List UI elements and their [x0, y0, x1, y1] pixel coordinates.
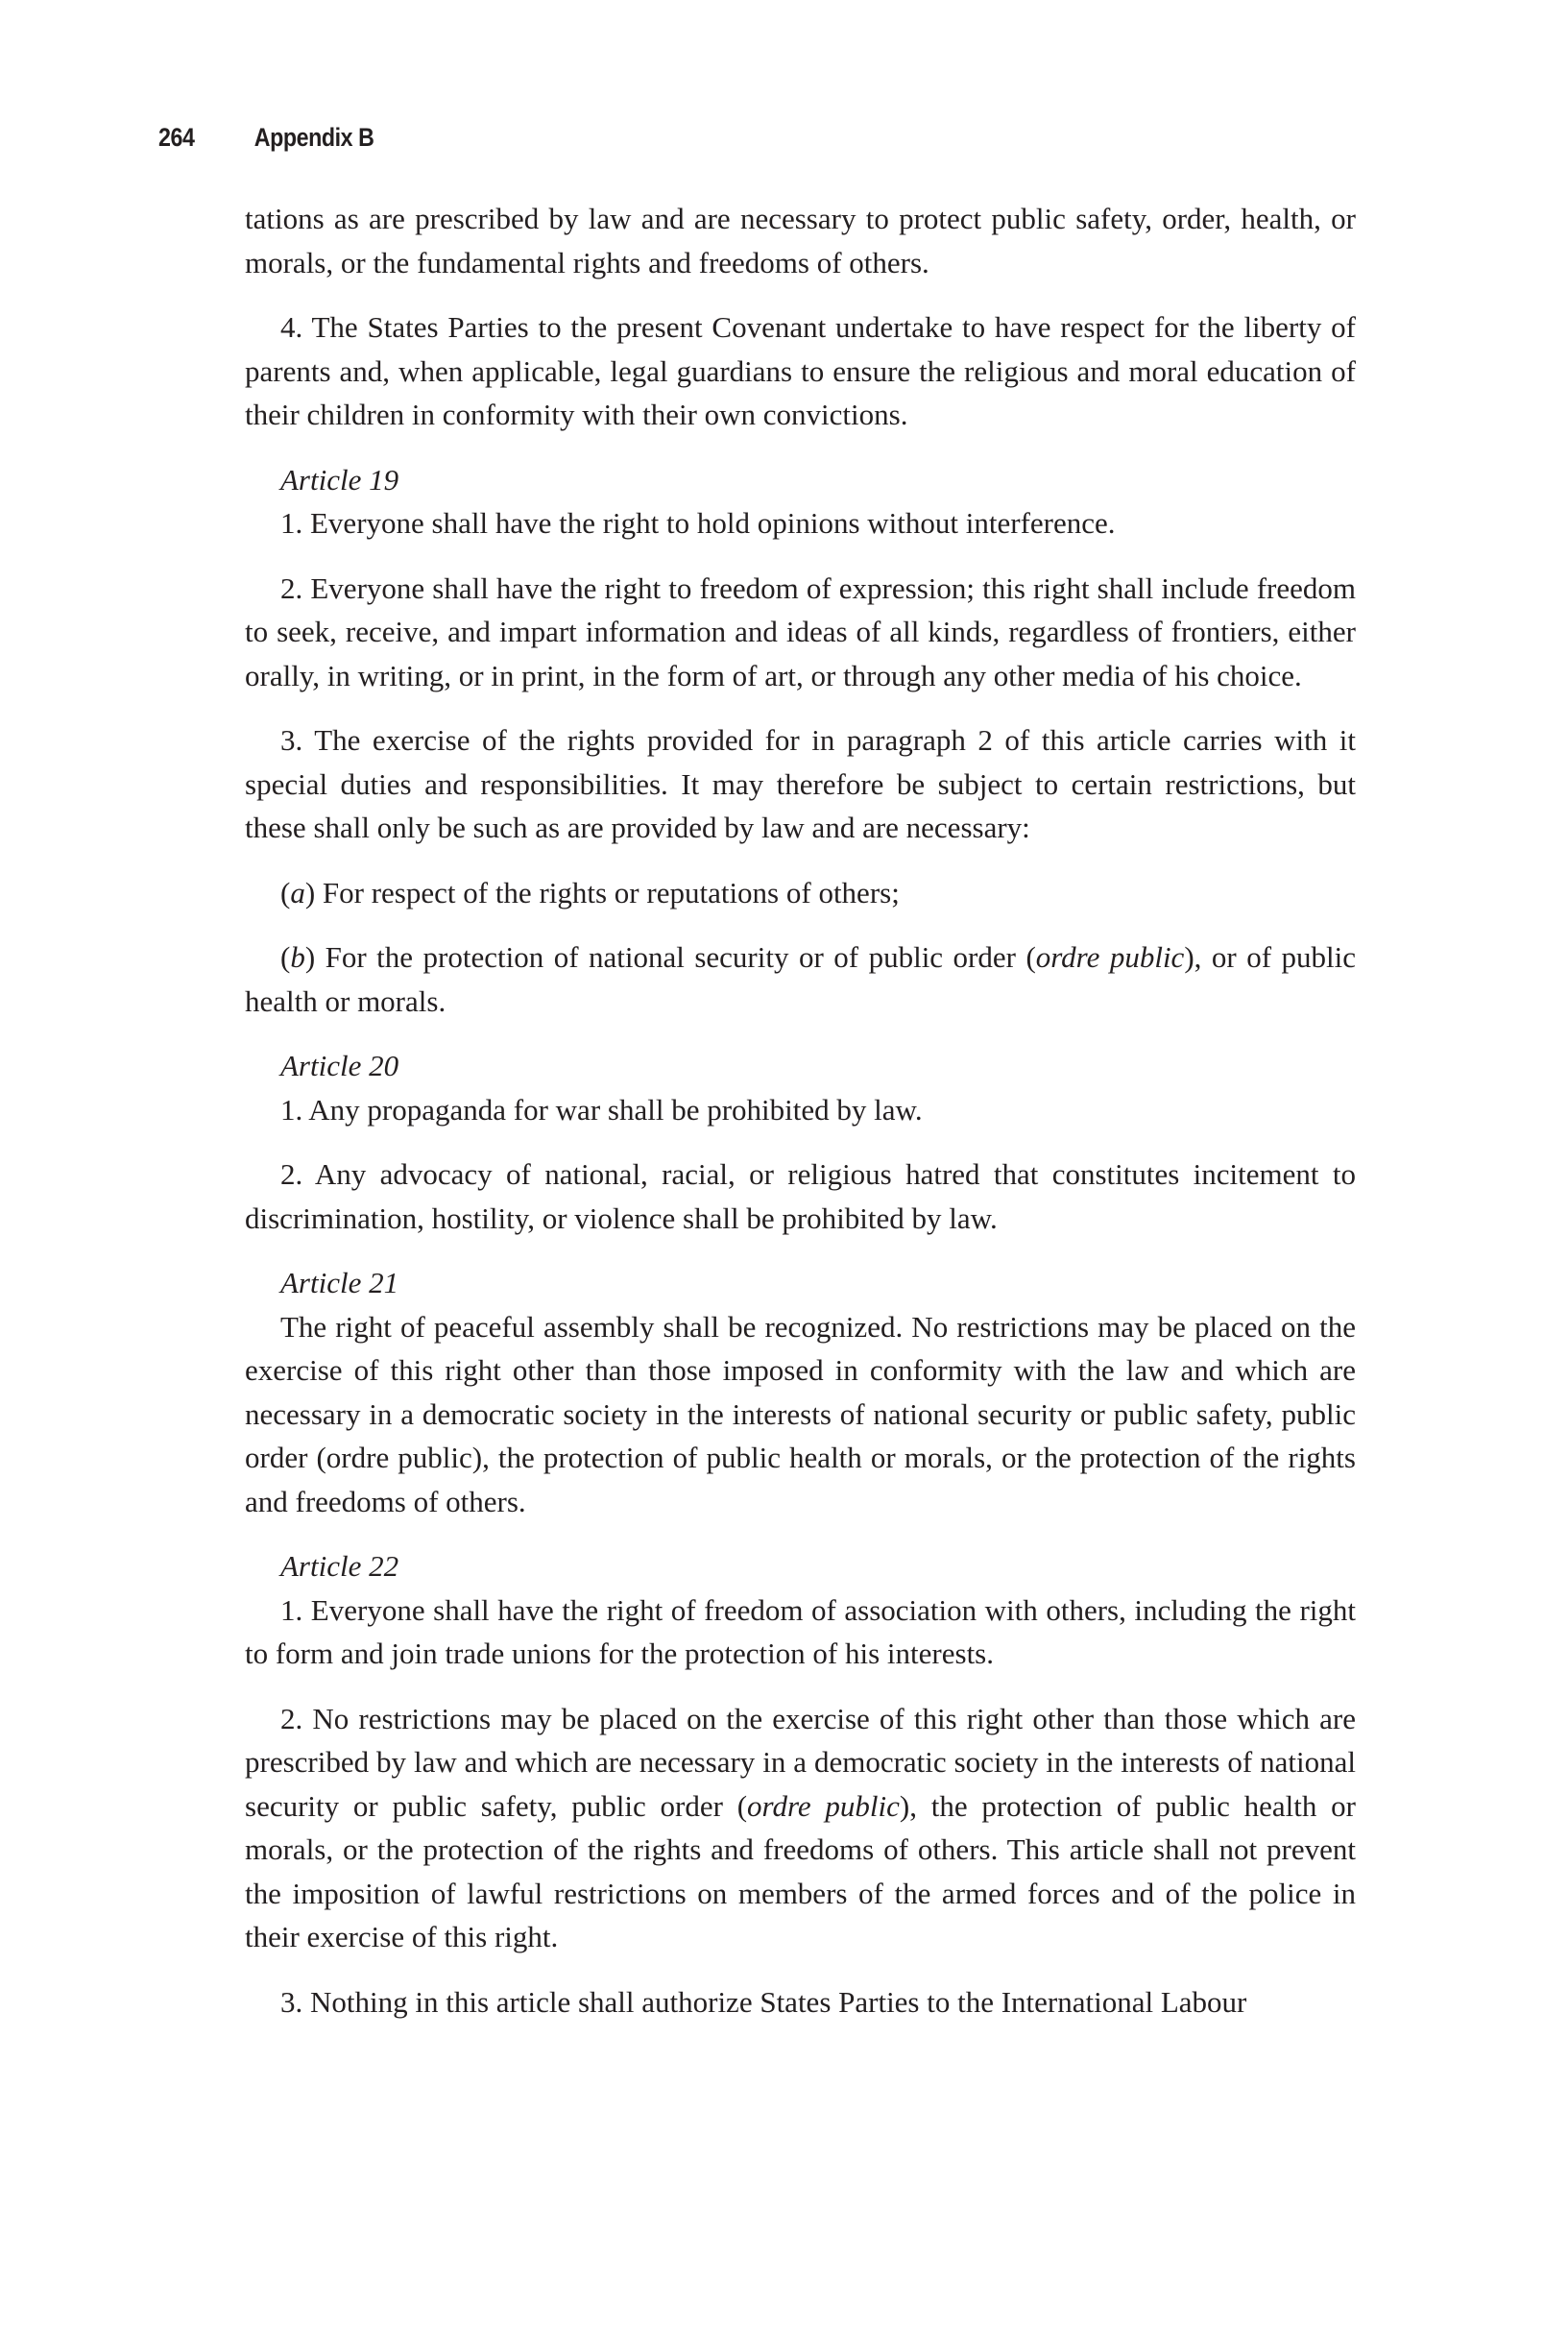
item-text: For respect of the rights or reputations of others; — [315, 875, 900, 909]
item-text-after: ), or of public health or morals. — [245, 940, 1356, 1018]
paren-open: ( — [280, 875, 291, 909]
body-text — [245, 197, 1356, 2024]
paragraph-19-2: 2. Everyone shall have the right to freedom of expression; this right shall include freedom to seek, receive, and impart information and ideas of all kinds, regardless of frontiers, either orally, in writing, or in print, in the form of art, or through any other media of his choice. — [245, 570, 1356, 692]
italic-term: ordre public — [747, 1788, 900, 1823]
paragraph-19-3a — [245, 871, 1356, 915]
paragraph-22-3: 3. Nothing in this article shall authorize States Parties to the International Labour — [280, 1984, 1247, 2019]
paren-open: ( — [280, 940, 291, 974]
paragraph-20-2: 2. Any advocacy of national, racial, or religious hatred that constitutes incitement to discrimination, hostility, or violence shall be prohibited by law. — [245, 1157, 1356, 1235]
paragraph-18-4: 4. The States Parties to the present Covenant undertake to have respect for the liberty of parents and, when applicable, legal guardians to ensure the religious and moral education of their children in conformity with their own convictions. — [245, 310, 1356, 431]
paragraph-19-3b — [245, 935, 1356, 1023]
running-head — [158, 123, 374, 153]
paragraph-continuation: tations as are prescribed by law and are necessary to protect public safety, order, health, or morals, or the fundamental rights and freedoms of others. — [245, 202, 1356, 279]
paren-close: ) — [304, 940, 316, 974]
item-letter: a — [290, 875, 305, 909]
paragraph-19-1: 1. Everyone shall have the right to hold opinions without interference. — [280, 506, 1116, 540]
article-20-heading: Article 20 — [280, 1049, 399, 1082]
item-text: For the protection of national security or of public order ( — [315, 940, 1036, 974]
paragraph-22-1: 1. Everyone shall have the right of freedom of association with others, including the right to form and join trade unions for the protection of his interests. — [245, 1592, 1356, 1670]
item-letter: b — [290, 940, 305, 974]
page-number: 264 — [158, 123, 195, 152]
italic-term: ordre public — [1035, 940, 1185, 974]
article-22-heading: Article 22 — [280, 1549, 399, 1583]
paragraph-20-1: 1. Any propaganda for war shall be prohibited by law. — [280, 1092, 923, 1127]
paragraph-19-3: 3. The exercise of the rights provided for in paragraph 2 of this article carries with it special duties and responsibilities. It may therefore be subject to certain restrictions, but these shall only be such as are provided by law and are necessary: — [245, 723, 1356, 844]
paragraph-text: 2. No restrictions may be placed on the exercise of this right other than those which are prescribed by law and which are necessary in a democratic society in the interests of national security or public safety, public order ( — [245, 1701, 1356, 1823]
article-19-heading: Article 19 — [280, 462, 399, 497]
paragraph-text-after: ), the protection of public health or morals, or the protection of the rights and freedoms of others. This article shall not prevent the imposition of lawful restrictions on members of the armed forces and of the police in their exercise of this right. — [245, 1788, 1356, 1953]
section-title: Appendix B — [253, 123, 374, 152]
paragraph-22-2 — [245, 1697, 1356, 1959]
article-21-heading: Article 21 — [280, 1266, 399, 1299]
paren-close: ) — [304, 875, 316, 909]
paragraph-21: The right of peaceful assembly shall be recognized. No restrictions may be placed on the exercise of this right other than those imposed in conformity with the law and which are necessary in a democratic society in the interests of national security or public safety, public order (ordre public), the protection of public health or morals, or the protection of the rights and freedoms of others. — [245, 1309, 1356, 1518]
